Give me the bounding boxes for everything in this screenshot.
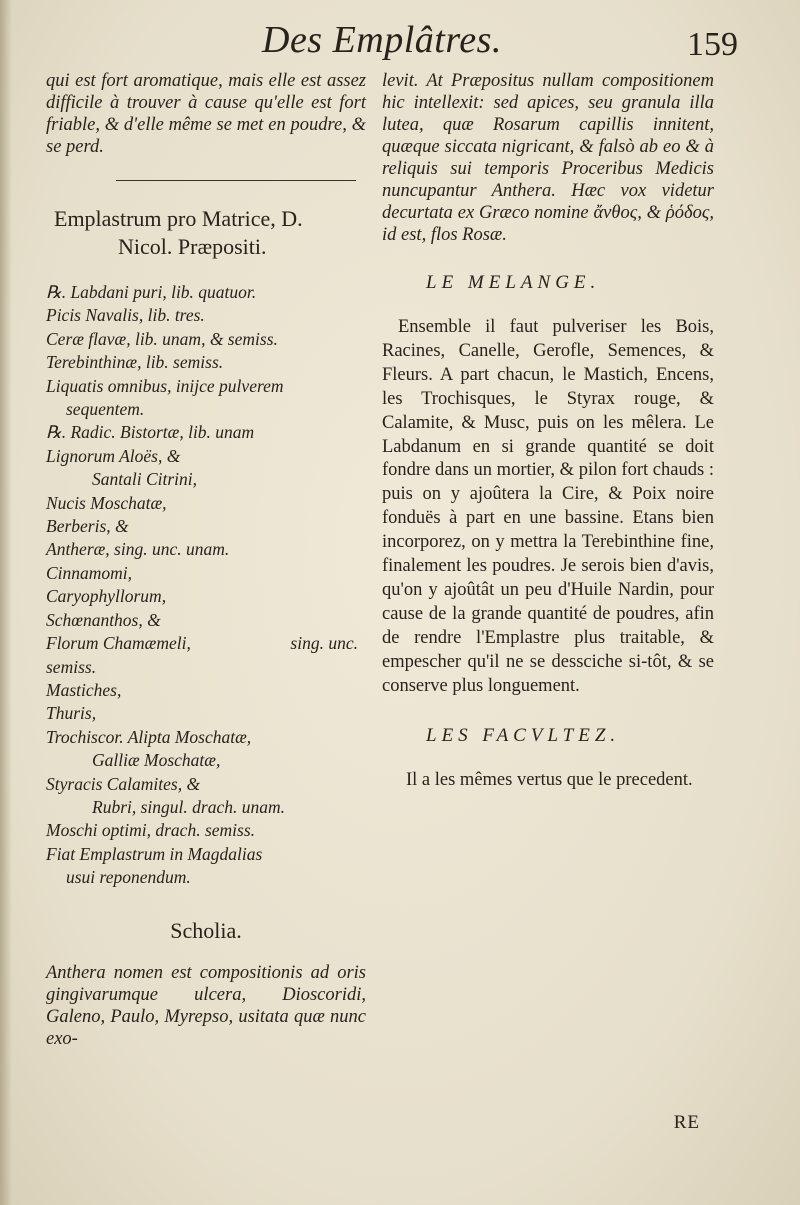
recipe-heading-line2: Nicol. Præpositi. (118, 234, 267, 259)
recipe-line: Trochiscor. Alipta Moschatæ, (46, 726, 252, 747)
recipe-line: ℞. Radic. Bistortæ, lib. unam (46, 422, 255, 443)
recipe-line: semiss. (46, 656, 97, 677)
page-gutter-shadow (0, 0, 12, 1205)
recipe-line: Mastiches, (46, 679, 122, 700)
recipe-line: Rubri, singul. drach. unam. (92, 796, 285, 817)
recipe-line: Liquatis omnibus, inijce pulverem (46, 375, 284, 396)
intro-paragraph: qui est fort aromatique, mais elle est assez difficile à trouver à cause qu'elle est fort friable, & d'elle même se met en poudre, & se perd. (46, 71, 366, 157)
recipe-line: ℞. Labdani puri, lib. quatuor. (46, 282, 257, 302)
recipe-line (46, 632, 366, 655)
section-divider (116, 180, 356, 181)
right-column (382, 70, 714, 792)
recipe-line: Ceræ flavæ, lib. unam, & semiss. (46, 328, 278, 349)
page-number: 159 (687, 26, 738, 63)
melange-heading: LE MELANGE. (426, 272, 601, 293)
recipe-line: Nucis Moschatæ, (46, 492, 167, 513)
melange-paragraph: Ensemble il faut pulveriser les Bois, Racines, Canelle, Gerofle, Semences, & Fleurs. A part chacun, le Mastich, Encens, les Trochisques, le Styrax rouge, & Calamite, & Musc, puis on les mêlera. Le Labdanum en si grande quantité se doit fondre dans un mortier, & pilon fort chauds : puis on y ajoûtera la Cire, & Poix noire fonduës à part en une bassine. Etans bien incorporez, on y mettra la Terebinthine fine, finalement les poudres. Je serois bien d'avis, qu'on y ajoûtât un peu d'Huile Nardin, pour cause de la grande quantité de poudres, afin de rendre l'Emplastre plus traitable, & empescher qu'il ne se dessciche si-tôt, & se conserve plus longuement. (382, 317, 714, 696)
recipe-line: Galliæ Moschatæ, (92, 750, 221, 771)
recipe-line: usui reponendum. (66, 867, 191, 888)
page-header (0, 18, 800, 68)
recipe-line: Thuris, (46, 703, 97, 724)
scholia-continuation: levit. At Præpositus nullam compositionem hic intellexit: sed apices, seu granula illa lutea, quæ Rosarum capillis innitent, quæque siccata nigricant, & falsò ab eo & à reliquis sui temporis Proceribus Medicis nuncupantur Anthera. Hæc vox videtur decurtata ex Græco nomine ἄνθος, & ῥόδος, id est, flos Rosæ. (382, 71, 714, 245)
recipe-line-part: sing. unc. (290, 633, 358, 654)
recipe-line: Schœnanthos, & (46, 609, 161, 630)
recipe-line-part: Florum Chamæmeli, (46, 633, 191, 654)
recipe-line: Lignorum Aloës, & (46, 445, 181, 466)
recipe-line: Cinnamomi, (46, 562, 133, 583)
facultez-paragraph: Il a les mêmes vertus que le precedent. (406, 769, 693, 790)
recipe-heading (54, 205, 366, 261)
recipe-line: Caryophyllorum, (46, 586, 167, 607)
recipe-line: Fiat Emplastrum in Magdalias (46, 843, 263, 864)
recipe-list (46, 281, 366, 890)
recipe-line: Moschi optimi, drach. semiss. (46, 820, 256, 841)
recipe-line: Terebinthinæ, lib. semiss. (46, 352, 224, 373)
scholia-heading: Scholia. (170, 917, 242, 943)
recipe-line: Styracis Calamites, & (46, 773, 201, 794)
recipe-line: Berberis, & (46, 516, 129, 537)
catchword: RE (673, 1112, 700, 1133)
recipe-line: sequentem. (66, 399, 145, 420)
facultez-heading: LES FACVLTEZ. (426, 724, 621, 746)
recipe-heading-line1: Emplastrum pro Matrice, D. (54, 206, 303, 231)
running-title: Des Emplâtres. (262, 19, 502, 61)
recipe-line: Picis Navalis, lib. tres. (46, 305, 205, 326)
recipe-line: Antheræ, sing. unc. unam. (46, 539, 230, 560)
recipe-line: Santali Citrini, (92, 469, 198, 490)
scholia-paragraph: Anthera nomen est compositionis ad oris gingivarumque ulcera, Dioscoridi, Galeno, Paulo, Myrepso, usitata quæ nunc exo- (46, 962, 366, 1049)
left-column (46, 70, 366, 1050)
